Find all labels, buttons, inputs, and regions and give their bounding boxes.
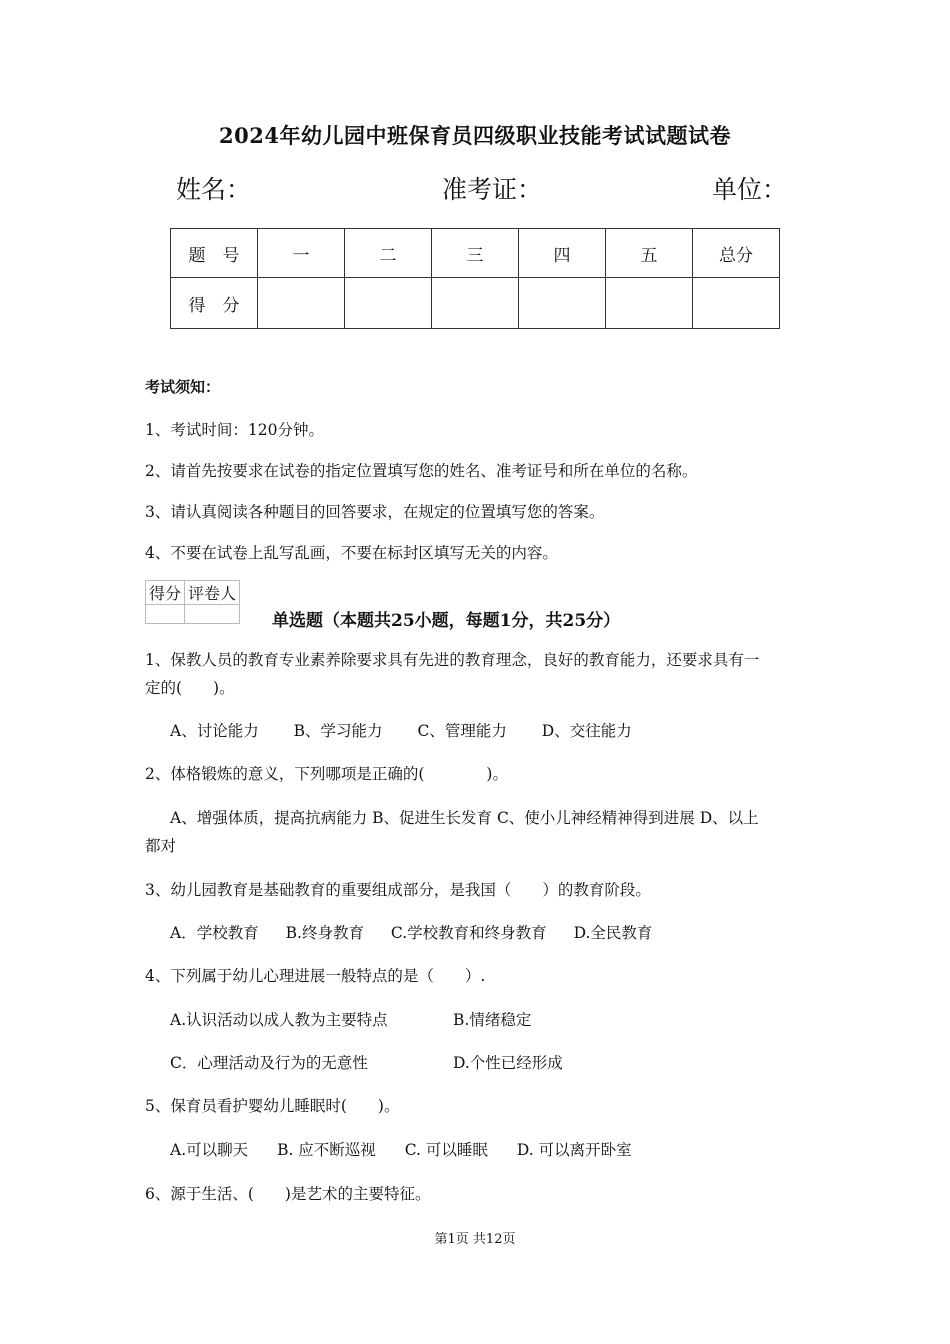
option-c[interactable]: C、管理能力 [417, 722, 507, 740]
score-cell[interactable] [519, 278, 606, 329]
score-cell[interactable] [606, 278, 693, 329]
notice-item: 1、考试时间：120分钟。 [145, 421, 324, 439]
score-table-header-cell: 总分 [693, 229, 780, 278]
page-footer: 第1页 共12页 [434, 1232, 516, 1247]
option-b[interactable]: B.终身教育 [285, 924, 364, 942]
option-a[interactable]: A．学校教育 [170, 924, 259, 942]
score-table-header-cell: 一 [258, 229, 345, 278]
score-table-score-row [171, 278, 780, 329]
notice-item: 2、请首先按要求在试卷的指定位置填写您的姓名、准考证号和所在单位的名称。 [145, 462, 698, 480]
question-1-text-cont: 定的( )。 [145, 679, 235, 697]
score-table-header-cell: 题 号 [171, 229, 258, 278]
score-table-header-cell: 三 [432, 229, 519, 278]
score-cell[interactable] [258, 278, 345, 329]
option-a[interactable]: A、讨论能力 [170, 722, 259, 740]
option-c[interactable]: C．心理活动及行为的无意性 [170, 1054, 368, 1072]
question-2-options[interactable]: A、增强体质，提高抗病能力 B、促进生长发育 C、使小儿神经精神得到进展 D、以上 [170, 809, 759, 827]
score-cell[interactable] [693, 278, 780, 329]
question-5-text: 5、保育员看护婴幼儿睡眠时( )。 [145, 1097, 400, 1115]
option-b[interactable]: B. 应不断巡视 [277, 1141, 376, 1159]
score-table-header-row [171, 229, 780, 278]
question-6-text: 6、源于生活、( )是艺术的主要特征。 [145, 1185, 431, 1203]
option-c[interactable]: C. 可以睡眠 [404, 1141, 488, 1159]
option-d[interactable]: D.全民教育 [573, 924, 653, 942]
unit-label: 单位： [712, 175, 788, 204]
option-d[interactable]: D. 可以离开卧室 [516, 1141, 632, 1159]
score-cell[interactable] [432, 278, 519, 329]
question-2-text: 2、体格锻炼的意义，下列哪项是正确的( )。 [145, 765, 508, 783]
score-table [170, 228, 780, 329]
grader-box-score-label: 得分 [146, 581, 185, 605]
grader-box [145, 580, 240, 624]
notice-heading: 考试须知： [145, 378, 221, 396]
option-d[interactable]: D、交往能力 [541, 722, 632, 740]
grader-box-grader-cell[interactable] [185, 605, 240, 624]
exam-id-label: 准考证： [442, 175, 543, 204]
section-title: 单选题（本题共25小题，每题1分，共25分） [272, 611, 621, 631]
page-title: 2024年幼儿园中班保育员四级职业技能考试试题试卷 [219, 123, 731, 148]
notice-item: 4、不要在试卷上乱写乱画，不要在标封区填写无关的内容。 [145, 544, 558, 562]
option-a[interactable]: A.可以聊天 [170, 1141, 249, 1159]
question-4-text: 4、下列属于幼儿心理进展一般特点的是（ ）. [145, 967, 486, 985]
option-d[interactable]: D.个性已经形成 [453, 1054, 563, 1072]
question-1-text: 1、保教人员的教育专业素养除要求具有先进的教育理念，良好的教育能力，还要求具有一 [145, 651, 760, 669]
grader-box-score-cell[interactable] [146, 605, 185, 624]
question-3-text: 3、幼儿园教育是基础教育的重要组成部分，是我国（ ）的教育阶段。 [145, 881, 651, 899]
question-3-options [170, 921, 652, 943]
question-2-options-cont: 都对 [145, 837, 177, 855]
option-c[interactable]: C.学校教育和终身教育 [390, 924, 547, 942]
notice-item: 3、请认真阅读各种题目的回答要求，在规定的位置填写您的答案。 [145, 503, 605, 521]
score-table-row-label: 得 分 [171, 278, 258, 329]
score-table-header-cell: 二 [345, 229, 432, 278]
option-a[interactable]: A.认识活动以成人教为主要特点 [170, 1011, 388, 1029]
score-table-header-cell: 四 [519, 229, 606, 278]
grader-box-grader-label: 评卷人 [185, 581, 240, 605]
question-5-options [170, 1138, 632, 1160]
option-b[interactable]: B.情绪稳定 [453, 1011, 532, 1029]
option-b[interactable]: B、学习能力 [293, 722, 383, 740]
question-1-options [170, 719, 632, 741]
score-table-header-cell: 五 [606, 229, 693, 278]
name-label: 姓名： [176, 175, 252, 204]
score-cell[interactable] [345, 278, 432, 329]
